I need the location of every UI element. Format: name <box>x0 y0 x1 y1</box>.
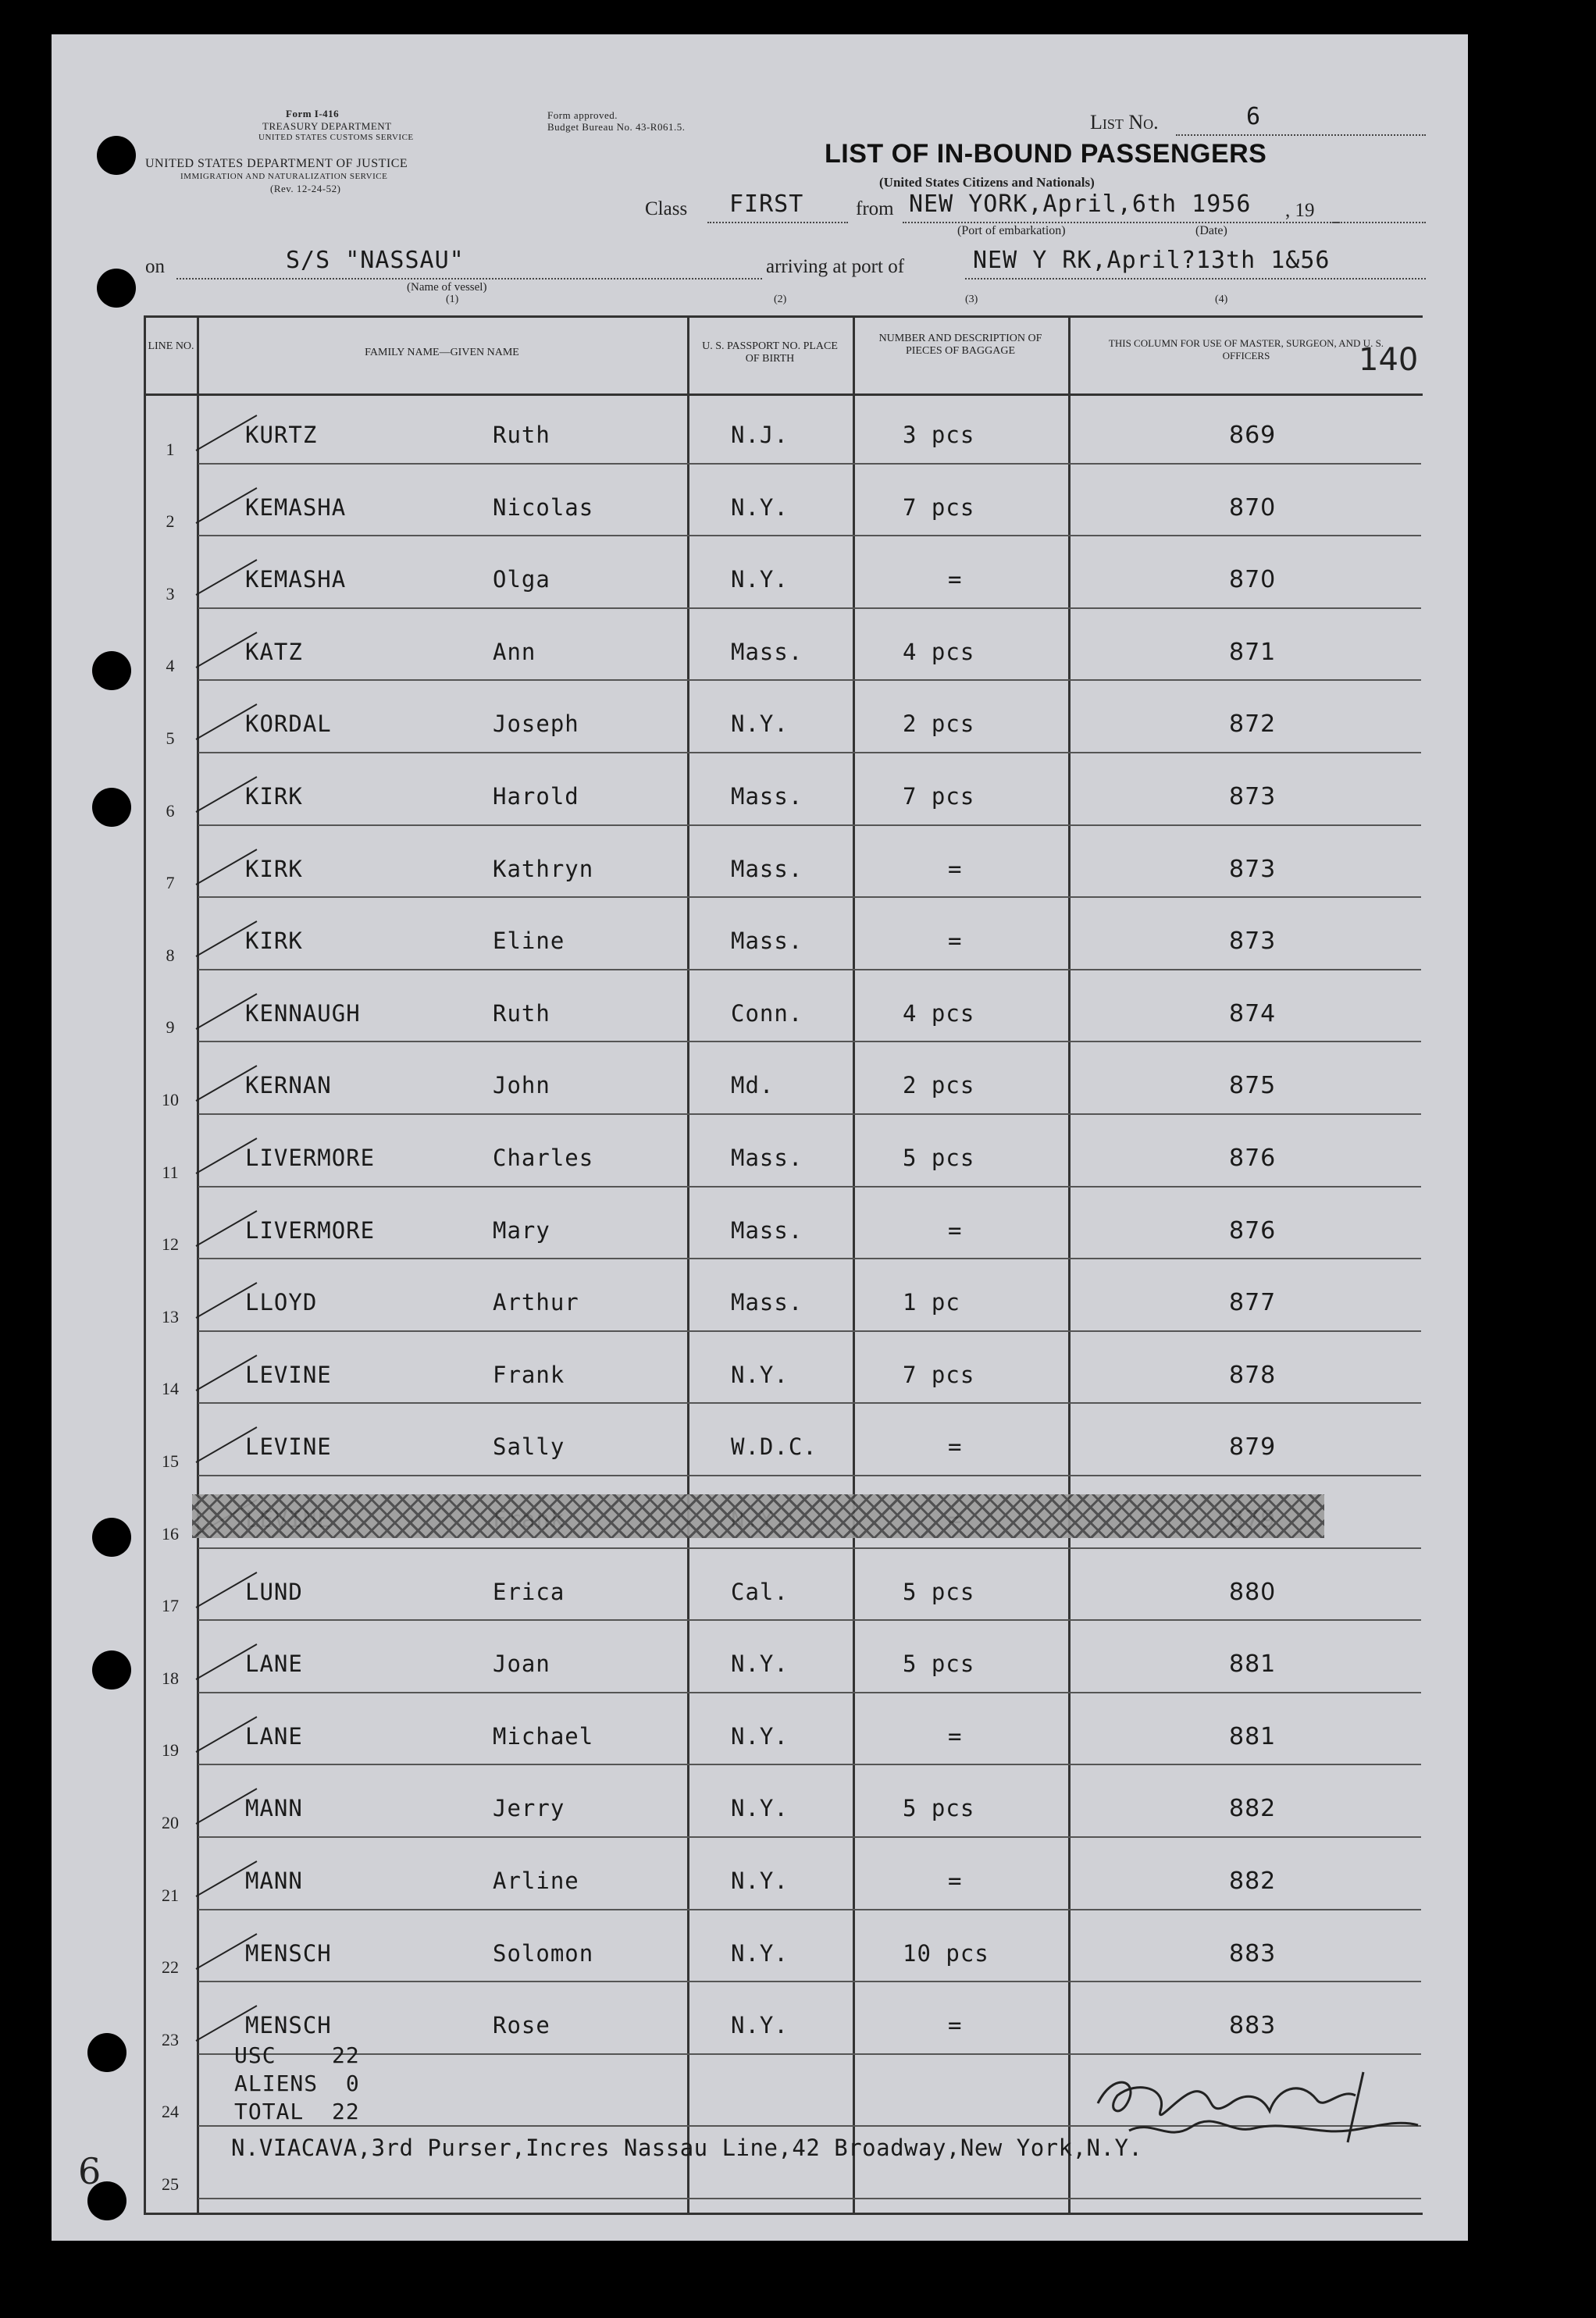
place-of-birth: N.Y. <box>731 1795 789 1822</box>
line-number: 7 <box>166 873 175 893</box>
family-name: LEVINE <box>245 1361 332 1388</box>
line-number: 10 <box>162 1090 179 1109</box>
line-number: 1 <box>166 439 175 459</box>
given-name: Olga <box>493 566 550 593</box>
total-usc: USC 22 <box>234 2042 360 2068</box>
port-caption: (Port of embarkation) <box>957 224 1066 237</box>
punch-hole <box>92 788 131 827</box>
place-of-birth: N.Y. <box>731 710 789 738</box>
officer-number: 882 <box>1229 1868 1277 1895</box>
treasury-department: TREASURY DEPARTMENT <box>262 120 392 132</box>
customs-service: UNITED STATES CUSTOMS SERVICE <box>258 133 414 142</box>
total-all: TOTAL 22 <box>234 2099 360 2124</box>
baggage: = <box>948 1433 963 1461</box>
given-name: Nicolas <box>493 493 594 521</box>
officer-number: 873 <box>1229 855 1277 883</box>
header-baggage: NUMBER AND DESCRIPTION OF PIECES OF BAGGAGE <box>878 333 1042 357</box>
given-name: Arthur <box>493 1289 579 1316</box>
place-of-birth: Conn. <box>731 999 803 1027</box>
given-name: John <box>493 1072 550 1099</box>
family-name: KATZ <box>245 638 303 665</box>
baggage: 1 pc <box>903 1289 960 1316</box>
from-label: from <box>856 198 894 219</box>
officer-number: 870 <box>1229 493 1277 522</box>
given-name: Ruth <box>493 999 550 1027</box>
col-num-4: (4) <box>1215 294 1228 305</box>
department-of-justice: UNITED STATES DEPARTMENT OF JUSTICE <box>145 157 408 170</box>
baggage: = <box>948 566 963 593</box>
officer-number: 876 <box>1229 1216 1277 1244</box>
baggage: = <box>948 1216 963 1244</box>
baggage: 2 pcs <box>903 710 975 738</box>
family-name: LLOYD <box>245 1289 318 1316</box>
line-number: 19 <box>162 1740 179 1761</box>
header-passport: U. S. PASSPORT NO. PLACE OF BIRTH <box>702 340 838 365</box>
baggage: 5 pcs <box>903 1578 975 1605</box>
place-of-birth: Mass. <box>731 783 803 810</box>
baggage: 5 pcs <box>903 1795 975 1822</box>
given-name: Solomon <box>493 1939 594 1967</box>
class-label: Class <box>645 198 688 219</box>
family-name: KERNAN <box>245 1072 332 1099</box>
line-number: 14 <box>162 1379 179 1399</box>
punch-hole <box>92 1650 131 1690</box>
place-of-birth: N.Y. <box>731 1868 789 1894</box>
family-name: MANN <box>245 1795 303 1822</box>
given-name: Charles <box>493 1145 594 1171</box>
line-number: 6 <box>166 800 175 821</box>
family-name: KIRK <box>245 783 303 810</box>
baggage: 7 pcs <box>903 1361 975 1388</box>
place-of-birth: Mass. <box>731 1216 803 1244</box>
form-revision: (Rev. 12-24-52) <box>270 183 341 194</box>
line-number: 17 <box>162 1596 179 1616</box>
given-name: Sally <box>493 1433 565 1461</box>
given-name: Frank <box>493 1361 565 1388</box>
family-name: LEVINE <box>245 1433 332 1461</box>
header-officers: THIS COLUMN FOR USE OF MASTER, SURGEON, AND U. S. OFFICERS <box>1108 337 1384 361</box>
line-number: 15 <box>162 1451 179 1471</box>
cancelled-entry-overstrike <box>192 1494 1324 1538</box>
given-name: Eline <box>493 928 565 955</box>
form-title: LIST OF IN-BOUND PASSENGERS <box>825 139 1267 169</box>
punch-hole <box>92 651 131 690</box>
line-number: 25 <box>162 2174 179 2194</box>
place-of-birth: N.J. <box>731 422 789 448</box>
given-name: Jerry <box>493 1795 565 1822</box>
header-line-no: LINE NO. <box>148 340 194 352</box>
year-suffix: , 19 <box>1285 200 1315 221</box>
officer-number: 876 <box>1229 1145 1277 1172</box>
list-no-label: List No. <box>1090 111 1159 134</box>
vessel-col-num: (1) <box>446 294 459 305</box>
family-name: MENSCH <box>245 2012 332 2039</box>
col-num-3: (3) <box>965 294 978 305</box>
baggage: 5 pcs <box>903 1145 975 1171</box>
officer-number: 882 <box>1229 1795 1277 1823</box>
line-number: 4 <box>166 656 175 676</box>
date-caption: (Date) <box>1195 224 1227 237</box>
class-value: FIRST <box>729 190 804 218</box>
given-name: Ann <box>493 638 536 665</box>
vessel-name: S/S "NASSAU" <box>286 247 465 274</box>
place-of-birth: Mass. <box>731 1145 803 1171</box>
family-name: MANN <box>245 1868 303 1894</box>
immigration-service: IMMIGRATION AND NATURALIZATION SERVICE <box>180 172 388 181</box>
vessel-caption: (Name of vessel) <box>407 281 487 294</box>
total-aliens: ALIENS 0 <box>234 2071 360 2096</box>
given-name: Kathryn <box>493 855 594 882</box>
officer-number: 883 <box>1229 1939 1277 1967</box>
line-number: 20 <box>162 1813 179 1832</box>
baggage: 7 pcs <box>903 783 975 810</box>
given-name: Harold <box>493 783 579 810</box>
line-number: 8 <box>166 945 175 965</box>
baggage: = <box>948 1722 963 1750</box>
family-name: KIRK <box>245 928 303 955</box>
place-of-birth: Mass. <box>731 928 803 955</box>
family-name: LANE <box>245 1650 303 1678</box>
officer-number: 881 <box>1229 1722 1277 1750</box>
place-of-birth: N.Y. <box>731 493 789 521</box>
line-number: 18 <box>162 1668 179 1688</box>
officer-number: 881 <box>1229 1650 1277 1679</box>
list-no-value: 6 <box>1246 103 1262 130</box>
place-of-birth: N.Y. <box>731 2012 789 2039</box>
place-of-birth: Mass. <box>731 638 803 665</box>
line-number: 5 <box>166 728 175 748</box>
line-number: 21 <box>162 1885 179 1905</box>
line-number: 12 <box>162 1234 179 1255</box>
officer-number: 878 <box>1229 1361 1277 1389</box>
place-of-birth: N.Y. <box>731 1361 789 1388</box>
given-name: Arline <box>493 1868 579 1894</box>
line-number: 16 <box>162 1523 179 1544</box>
family-name: KIRK <box>245 855 303 882</box>
family-name: KORDAL <box>245 710 332 738</box>
officer-number: 873 <box>1229 783 1277 810</box>
header-name: FAMILY NAME—GIVEN NAME <box>365 347 519 358</box>
place-of-birth: Mass. <box>731 855 803 882</box>
officer-number: 875 <box>1229 1072 1277 1100</box>
punch-hole <box>97 136 136 175</box>
line-number: 13 <box>162 1306 179 1326</box>
line-number: 23 <box>162 2029 179 2049</box>
given-name: Ruth <box>493 422 550 448</box>
family-name: KEMASHA <box>245 566 347 593</box>
officer-number: 871 <box>1229 638 1277 666</box>
given-name: Joan <box>493 1650 550 1678</box>
place-of-birth: Md. <box>731 1072 775 1099</box>
from-value: NEW YORK,April,6th 1956 <box>909 190 1252 218</box>
officer-number: 874 <box>1229 999 1277 1027</box>
baggage: 7 pcs <box>903 493 975 521</box>
passenger-list-form <box>52 34 1468 2241</box>
place-of-birth: N.Y. <box>731 1650 789 1678</box>
arriving-label: arriving at port of <box>766 256 905 277</box>
margin-mark: 6 <box>78 2150 102 2192</box>
baggage: 10 pcs <box>903 1939 989 1967</box>
officer-number: 869 <box>1229 422 1277 449</box>
family-name: MENSCH <box>245 1939 332 1967</box>
baggage: 5 pcs <box>903 1650 975 1678</box>
place-of-birth: W.D.C. <box>731 1433 818 1461</box>
baggage: = <box>948 1868 963 1894</box>
officer-number: 879 <box>1229 1433 1277 1462</box>
punch-hole <box>97 269 136 308</box>
page-number: 140 <box>1359 342 1419 378</box>
line-number: 11 <box>162 1162 179 1182</box>
officer-number: 870 <box>1229 566 1277 594</box>
line-number: 22 <box>162 1957 179 1978</box>
family-name: LUND <box>245 1578 303 1605</box>
baggage: = <box>948 2012 963 2039</box>
place-of-birth: Mass. <box>731 1289 803 1316</box>
line-number: 3 <box>166 583 175 604</box>
officer-number: 873 <box>1229 928 1277 956</box>
place-of-birth: N.Y. <box>731 1939 789 1967</box>
line-number: 24 <box>162 2102 179 2122</box>
punch-hole <box>92 1518 131 1557</box>
officer-signature <box>1082 2056 1441 2158</box>
arriving-value: NEW Y RK,April?13th 1&56 <box>973 247 1331 274</box>
family-name: KURTZ <box>245 422 318 448</box>
baggage: 3 pcs <box>903 422 975 448</box>
officer-number: 872 <box>1229 710 1277 739</box>
family-name: LIVERMORE <box>245 1145 376 1171</box>
form-subtitle: (United States Citizens and Nationals) <box>879 175 1095 190</box>
family-name: LIVERMORE <box>245 1216 376 1244</box>
form-number: Form I-416 <box>286 108 340 119</box>
officer-number: 880 <box>1229 1578 1277 1606</box>
baggage: 4 pcs <box>903 638 975 665</box>
given-name: Michael <box>493 1722 594 1750</box>
family-name: LANE <box>245 1722 303 1750</box>
form-approved: Form approved. <box>547 109 618 121</box>
place-of-birth: N.Y. <box>731 1722 789 1750</box>
baggage: 2 pcs <box>903 1072 975 1099</box>
on-label: on <box>145 256 165 277</box>
budget-bureau: Budget Bureau No. 43-R061.5. <box>547 121 686 133</box>
place-of-birth: Cal. <box>731 1578 789 1605</box>
col-num-2: (2) <box>774 294 787 305</box>
given-name: Joseph <box>493 710 579 738</box>
purser-line: N.VIACAVA,3rd Purser,Incres Nassau Line,42 Broadway,New York,N.Y. <box>231 2135 1143 2161</box>
baggage: 4 pcs <box>903 999 975 1027</box>
officer-number: 877 <box>1229 1289 1277 1317</box>
punch-hole <box>87 2033 126 2072</box>
given-name: Erica <box>493 1578 565 1605</box>
baggage: = <box>948 855 963 882</box>
family-name: KEMASHA <box>245 493 347 521</box>
family-name: KENNAUGH <box>245 999 361 1027</box>
officer-number: 883 <box>1229 2012 1277 2040</box>
line-number: 9 <box>166 1017 175 1038</box>
place-of-birth: N.Y. <box>731 566 789 593</box>
line-number: 2 <box>166 511 175 532</box>
baggage: = <box>948 928 963 955</box>
given-name: Mary <box>493 1216 550 1244</box>
given-name: Rose <box>493 2012 550 2039</box>
